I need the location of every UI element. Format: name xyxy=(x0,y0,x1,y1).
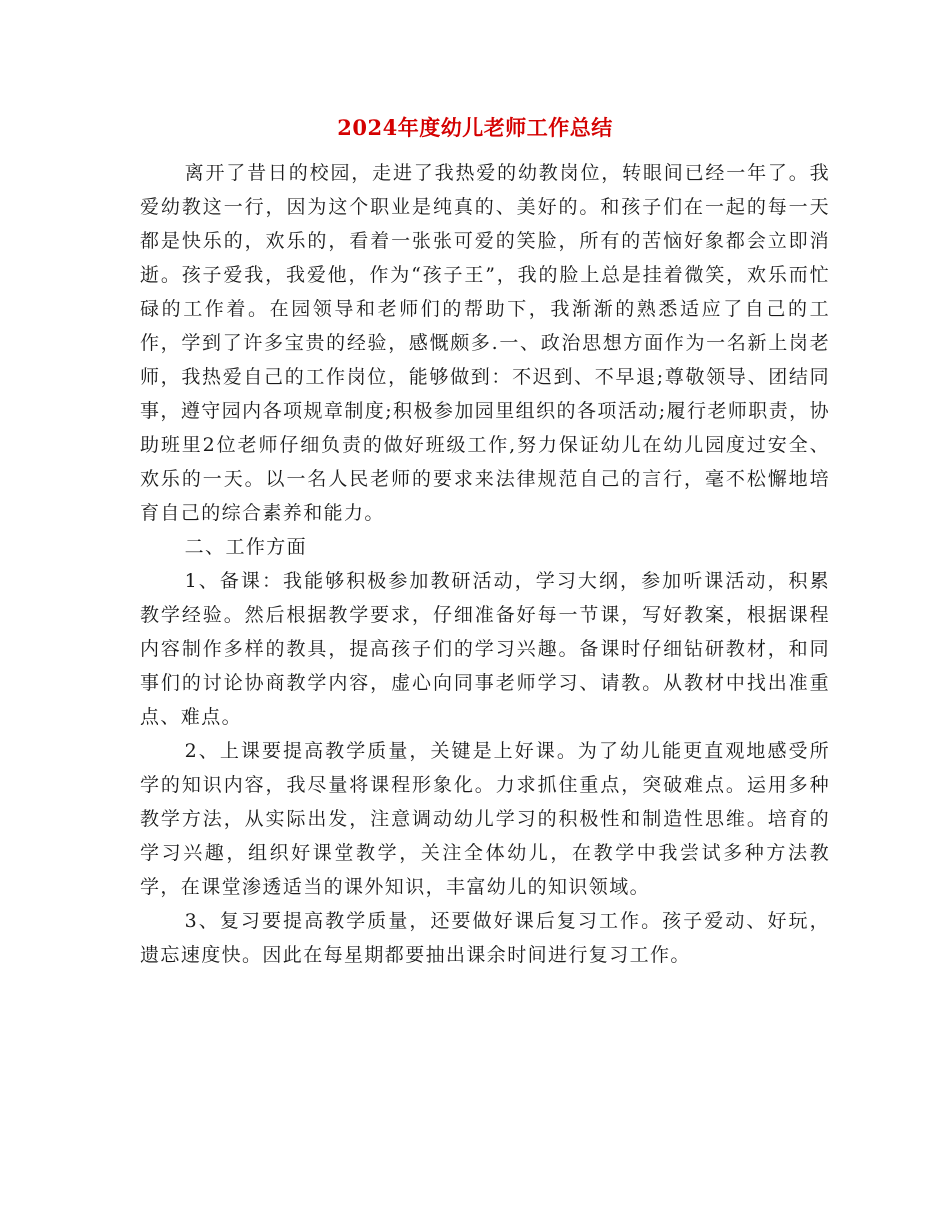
document-title: 2024年度幼儿老师工作总结 xyxy=(337,115,613,140)
paragraph-lesson-prep: 1、备课：我能够积极参加教研活动，学习大纲，参加听课活动，积累教学经验。然后根据教学要求，仔细准备好每一节课，写好教案，根据课程内容制作多样的教具，提高孩子们的学习兴趣。备课时仔细钻研教材，和同事们的讨论协商教学内容，虚心向同事老师学习、请教。从教材中找出准重点、难点。 xyxy=(140,570,830,728)
paragraph-review: 3、复习要提高教学质量，还要做好课后复习工作。孩子爱动、好玩，遗忘速度快。因此在每星期都要抽出课余时间进行复习工作。 xyxy=(140,910,830,966)
paragraph-intro: 离开了昔日的校园，走进了我热爱的幼教岗位，转眼间已经一年了。我爱幼教这一行，因为这个职业是纯真的、美好的。和孩子们在一起的每一天都是快乐的，欢乐的，看着一张张可爱的笑脸，所有的苦恼好象都会立即消逝。孩子爱我，我爱他，作为“孩子王”，我的脸上总是挂着微笑，欢乐而忙碌的工作着。在园领导和老师们的帮助下，我渐渐的熟悉适应了自己的工作，学到了许多宝贵的经验，感慨颇多.一、政治思想方面作为一名新上岗老师，我热爱自己的工作岗位，能够做到：不迟到、不早退;尊敬领导、团结同事，遵守园内各项规章制度;积极参加园里组织的各项活动;履行老师职责，协助班里2位老师仔细负责的做好班级工作,努力保证幼儿在幼儿园度过安全、欢乐的一天。以一名人民老师的要求来法律规范自己的言行，毫不松懈地培育自己的综合素养和能力。 xyxy=(140,162,830,524)
paragraph-section-heading: 二、工作方面 xyxy=(184,536,308,558)
paragraph-teaching: 2、上课要提高教学质量，关键是上好课。为了幼儿能更直观地感受所学的知识内容，我尽量将课程形象化。力求抓住重点，突破难点。运用多种教学方法，从实际出发，注意调动幼儿学习的积极性和制造性思维。培育的学习兴趣，组织好课堂教学，关注全体幼儿，在教学中我尝试多种方法教学，在课堂渗透适当的课外知识，丰富幼儿的知识领域。 xyxy=(140,740,830,898)
document-body xyxy=(140,156,830,972)
